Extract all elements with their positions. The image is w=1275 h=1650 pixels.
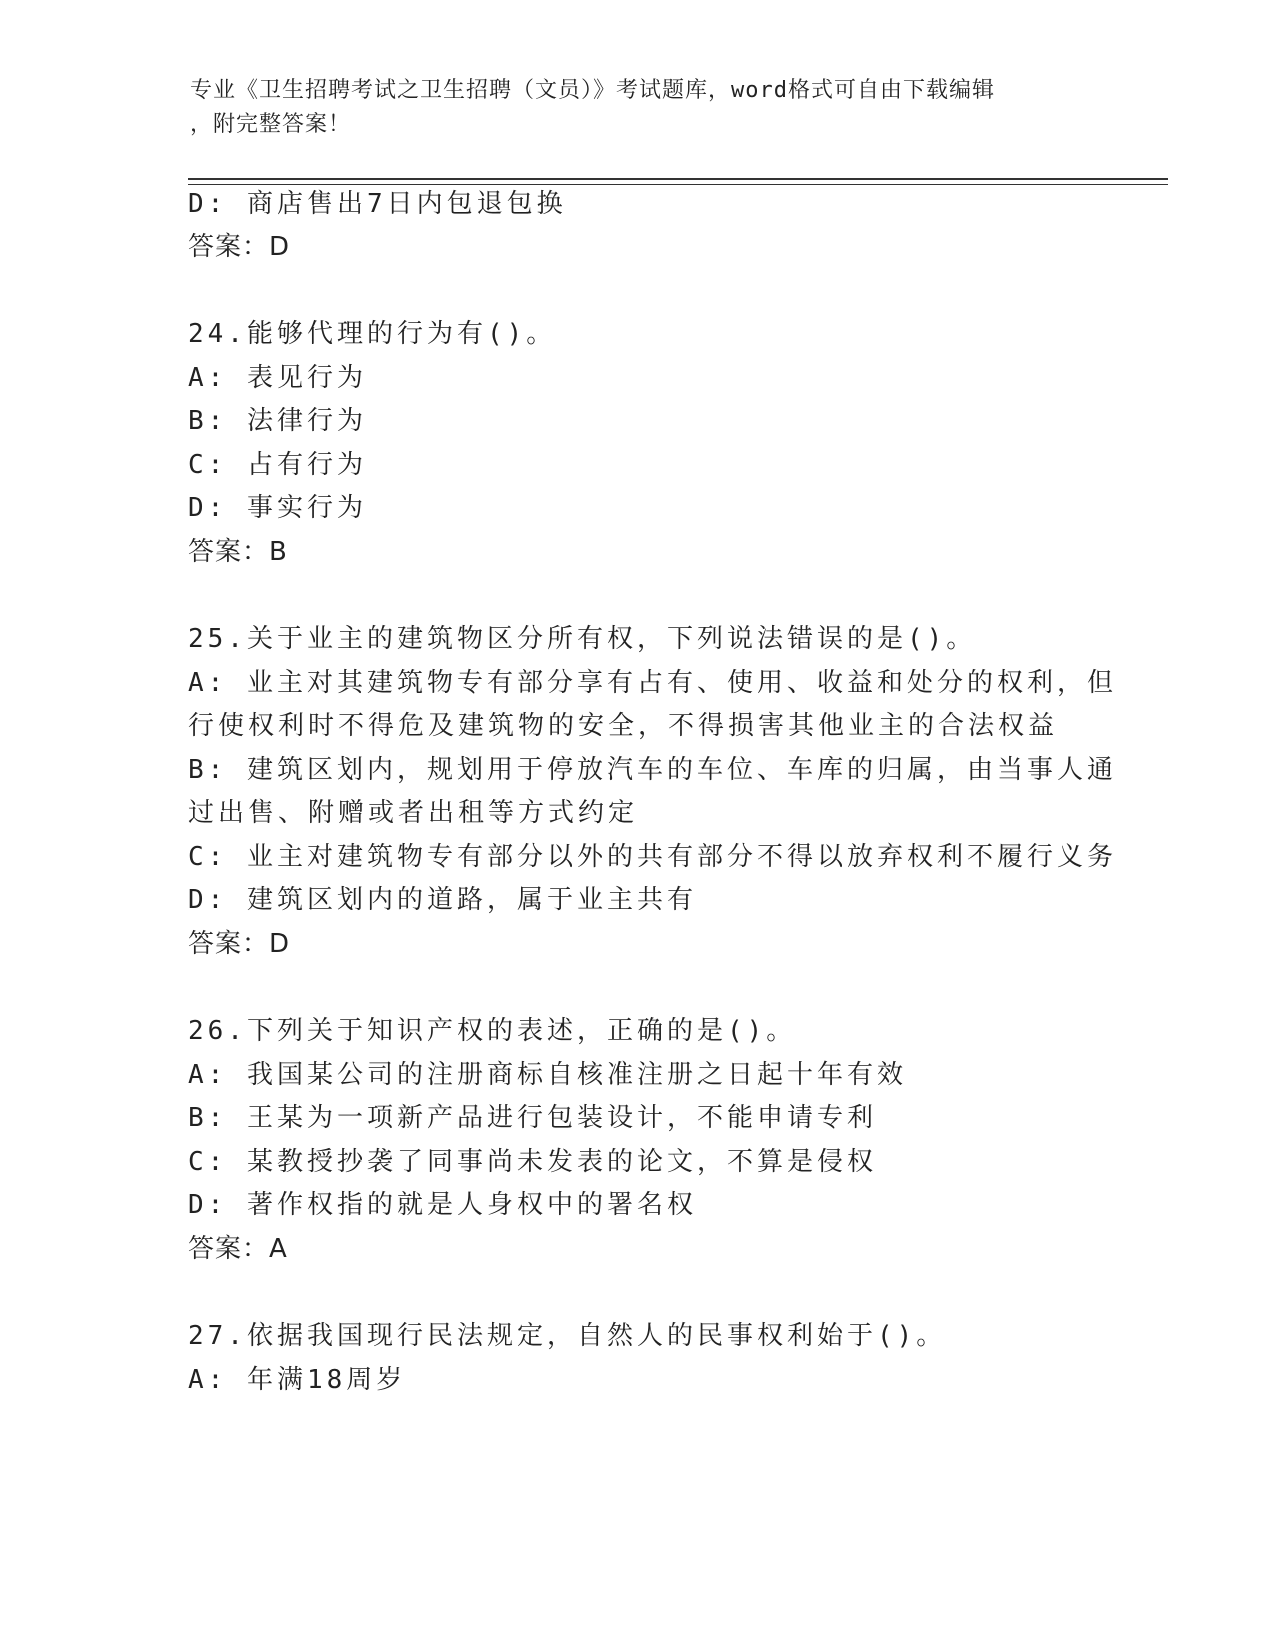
question-24: 24.能够代理的行为有()。 bbox=[188, 319, 557, 349]
option-d-q25: D: 建筑区划内的道路，属于业主共有 bbox=[188, 885, 697, 915]
document-header bbox=[190, 74, 1090, 142]
header-divider-thin bbox=[188, 184, 1168, 185]
option-d-q24: D: 事实行为 bbox=[188, 493, 367, 523]
option-a-q24: A: 表见行为 bbox=[188, 363, 367, 393]
option-a-q25-cont: 行使权利时不得危及建筑物的安全，不得损害其他业主的合法权益 bbox=[188, 711, 1059, 741]
header-line-1: 专业《卫生招聘考试之卫生招聘（文员）》考试题库，word格式可自由下载编辑 bbox=[190, 78, 995, 103]
question-26: 26.下列关于知识产权的表述，正确的是()。 bbox=[188, 1016, 797, 1046]
option-a-q27: A: 年满18周岁 bbox=[188, 1365, 407, 1395]
option-a-q26: A: 我国某公司的注册商标自核准注册之日起十年有效 bbox=[188, 1060, 907, 1090]
option-b-q24: B: 法律行为 bbox=[188, 406, 367, 436]
question-27: 27.依据我国现行民法规定，自然人的民事权利始于()。 bbox=[188, 1321, 947, 1351]
option-b-q25: B: 建筑区划内，规划用于停放汽车的车位、车库的归属，由当事人通 bbox=[188, 755, 1117, 785]
answer-q23: 答案：D bbox=[188, 232, 291, 262]
option-c-q26: C: 某教授抄袭了同事尚未发表的论文，不算是侵权 bbox=[188, 1147, 877, 1177]
header-divider-thick bbox=[188, 178, 1168, 180]
option-c-q25: C: 业主对建筑物专有部分以外的共有部分不得以放弃权利不履行义务 bbox=[188, 842, 1117, 872]
answer-q24: 答案：B bbox=[188, 537, 288, 567]
answer-q25: 答案：D bbox=[188, 929, 291, 959]
option-b-q26: B: 王某为一项新产品进行包装设计，不能申请专利 bbox=[188, 1103, 877, 1133]
option-d-q23: D: 商店售出7日内包退包换 bbox=[188, 189, 567, 219]
answer-q26: 答案：A bbox=[188, 1234, 288, 1264]
option-a-q25: A: 业主对其建筑物专有部分享有占有、使用、收益和处分的权利，但 bbox=[188, 668, 1117, 698]
header-line-2: ，附完整答案！ bbox=[190, 112, 352, 137]
option-b-q25-cont: 过出售、附赠或者出租等方式约定 bbox=[188, 798, 639, 828]
option-d-q26: D: 著作权指的就是人身权中的署名权 bbox=[188, 1190, 697, 1220]
option-c-q24: C: 占有行为 bbox=[188, 450, 367, 480]
question-25: 25.关于业主的建筑物区分所有权，下列说法错误的是()。 bbox=[188, 624, 977, 654]
